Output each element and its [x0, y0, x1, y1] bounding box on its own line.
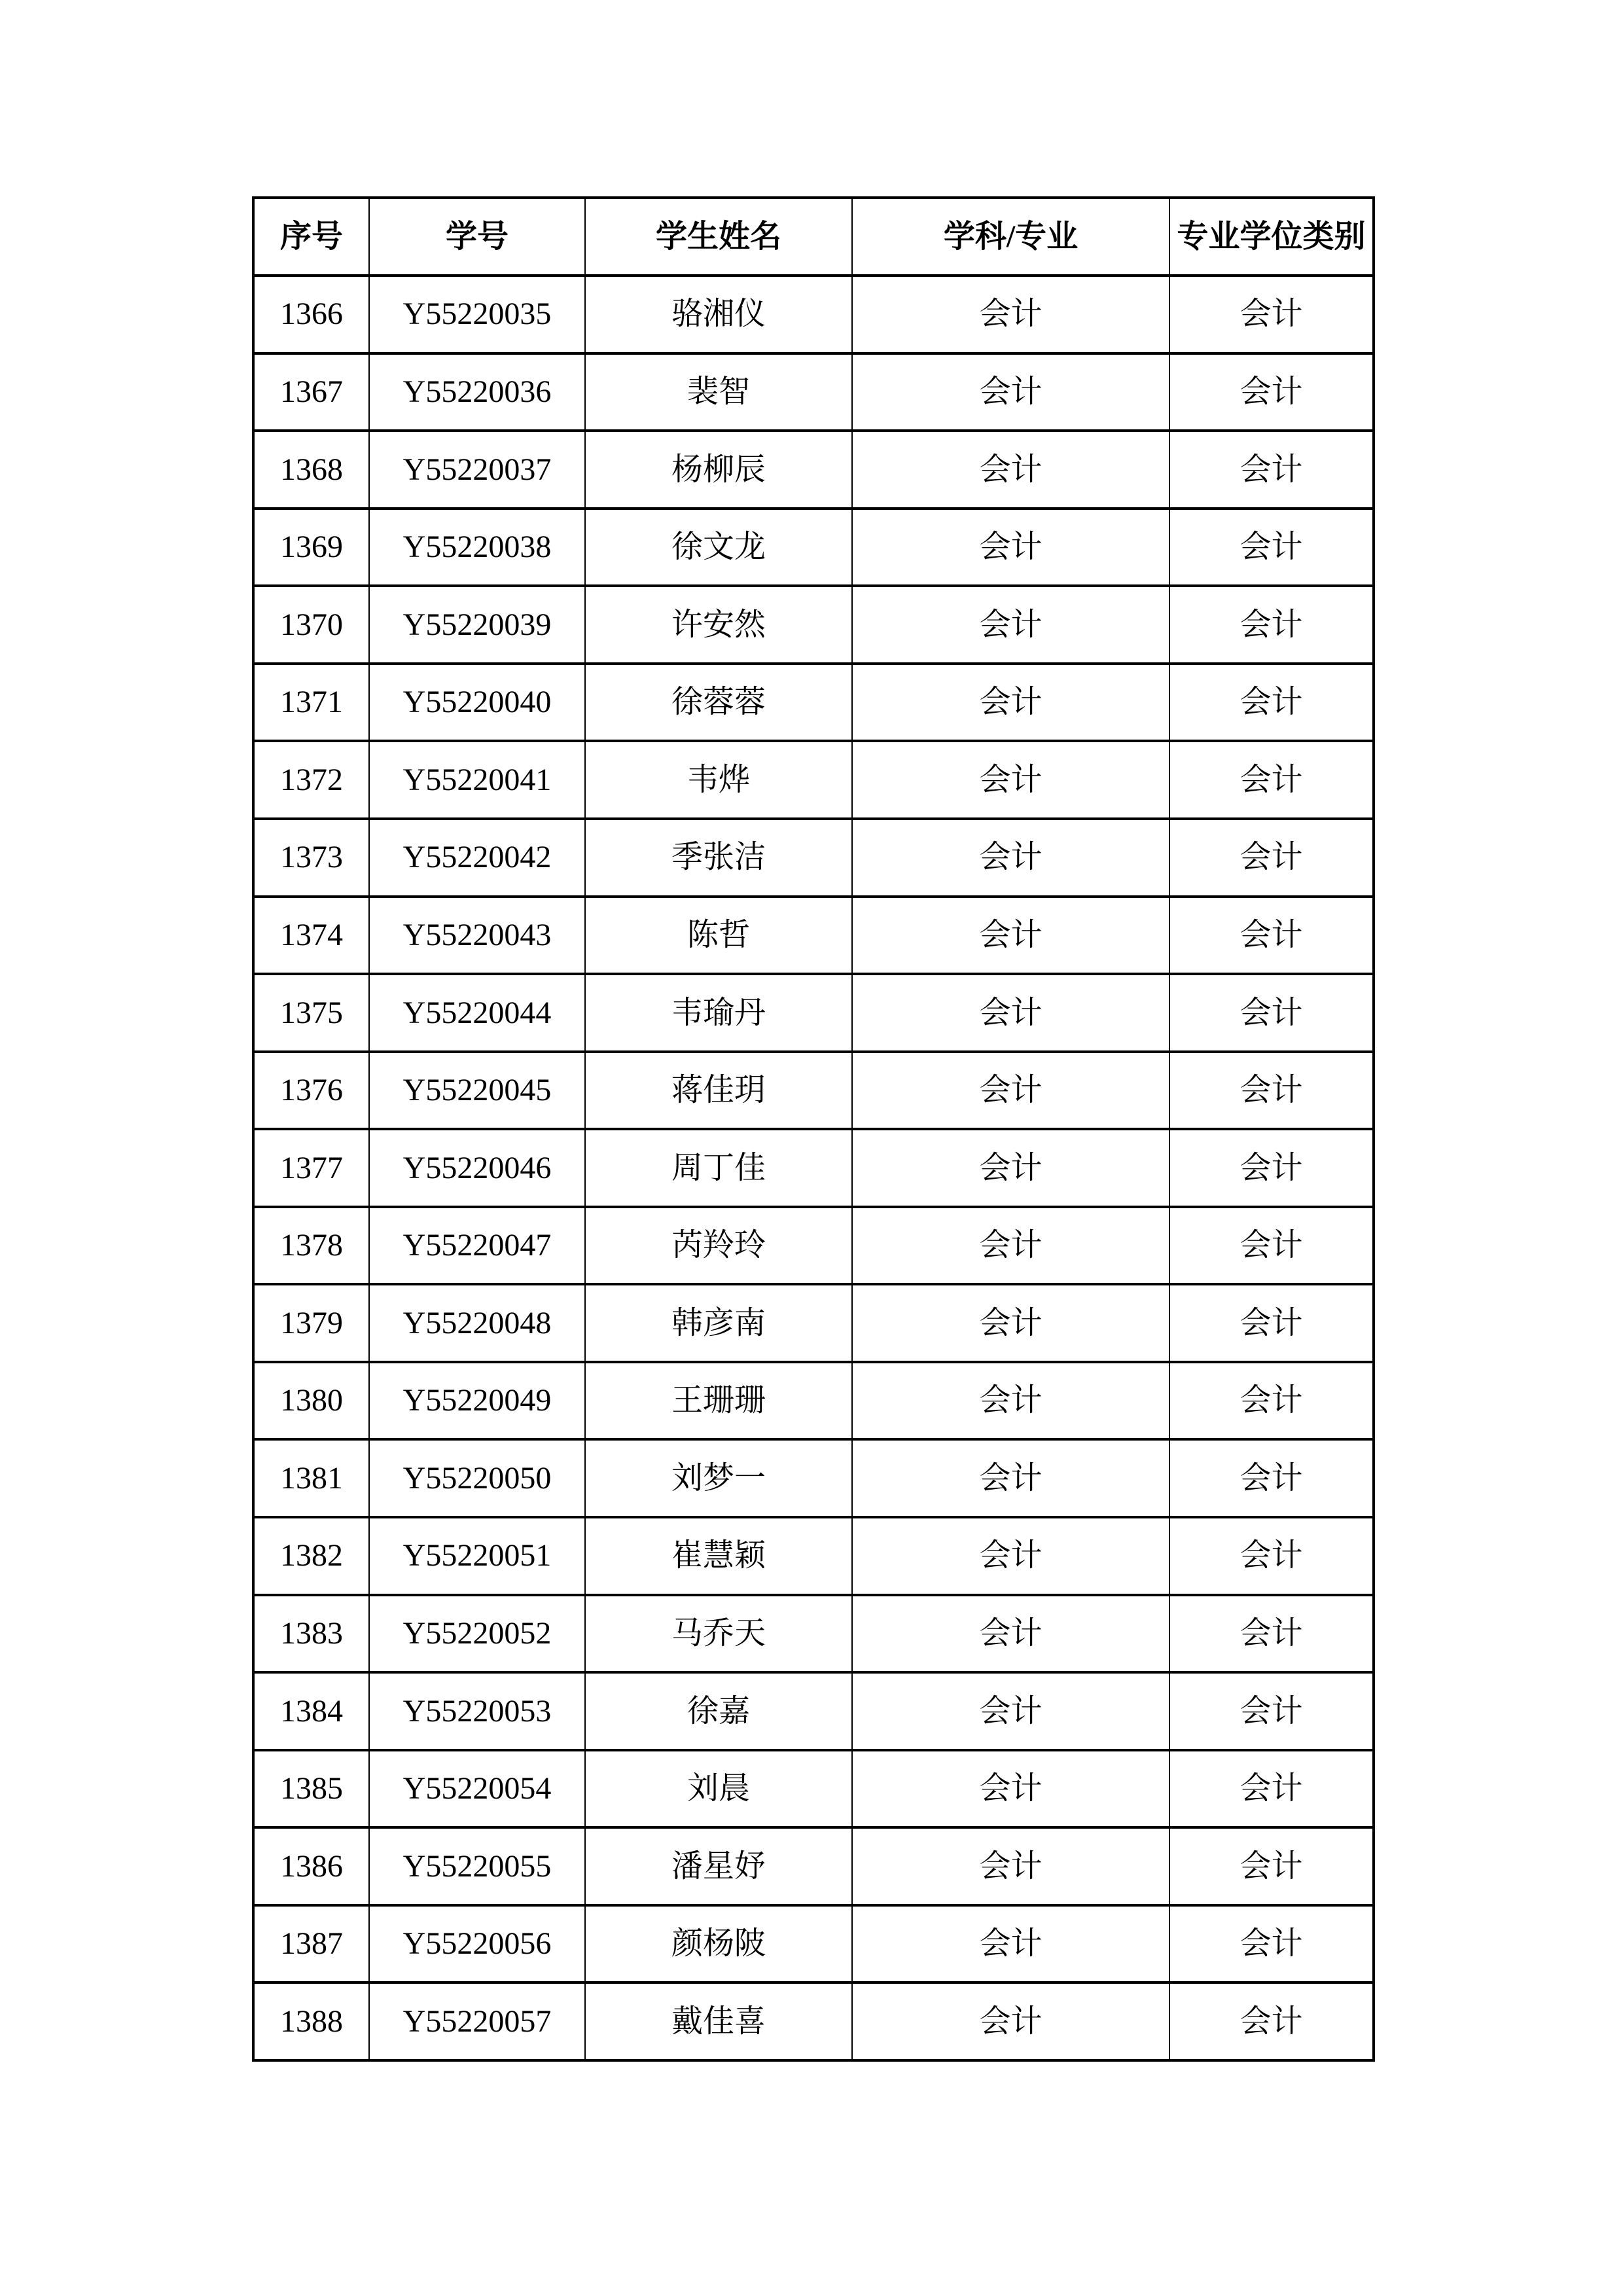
cell-major: 会计 — [852, 1595, 1169, 1673]
cell-student-name: 陈哲 — [585, 897, 852, 975]
cell-major: 会计 — [852, 819, 1169, 897]
table-row — [253, 1362, 1374, 1440]
cell-student-name: 颜杨陂 — [585, 1905, 852, 1983]
cell-student-id: Y55220040 — [369, 664, 585, 742]
cell-student-name: 刘梦一 — [585, 1439, 852, 1517]
cell-serial-number: 1388 — [253, 1982, 369, 2060]
cell-degree-category: 会计 — [1169, 1052, 1374, 1130]
cell-student-name: 潘星妤 — [585, 1827, 852, 1905]
cell-serial-number: 1376 — [253, 1052, 369, 1130]
cell-student-name: 蒋佳玥 — [585, 1052, 852, 1130]
cell-major: 会计 — [852, 431, 1169, 509]
table-header — [253, 198, 1374, 276]
cell-serial-number: 1384 — [253, 1672, 369, 1750]
cell-major: 会计 — [852, 1207, 1169, 1285]
cell-student-id: Y55220049 — [369, 1362, 585, 1440]
table-row — [253, 276, 1374, 353]
cell-degree-category: 会计 — [1169, 897, 1374, 975]
cell-degree-category: 会计 — [1169, 509, 1374, 586]
table-row — [253, 353, 1374, 431]
cell-student-id: Y55220053 — [369, 1672, 585, 1750]
table-row — [253, 431, 1374, 509]
cell-student-id: Y55220038 — [369, 509, 585, 586]
cell-student-id: Y55220057 — [369, 1982, 585, 2060]
cell-student-name: 王珊珊 — [585, 1362, 852, 1440]
cell-student-name: 徐蓉蓉 — [585, 664, 852, 742]
table-row — [253, 1439, 1374, 1517]
table-row — [253, 1284, 1374, 1362]
cell-major: 会计 — [852, 276, 1169, 353]
cell-student-name: 芮羚玲 — [585, 1207, 852, 1285]
cell-major: 会计 — [852, 586, 1169, 664]
cell-major: 会计 — [852, 1362, 1169, 1440]
cell-degree-category: 会计 — [1169, 1439, 1374, 1517]
cell-degree-category: 会计 — [1169, 1982, 1374, 2060]
cell-major: 会计 — [852, 1750, 1169, 1828]
table-row — [253, 586, 1374, 664]
table-row — [253, 1827, 1374, 1905]
cell-degree-category: 会计 — [1169, 586, 1374, 664]
cell-student-id: Y55220046 — [369, 1129, 585, 1207]
cell-degree-category: 会计 — [1169, 1129, 1374, 1207]
cell-serial-number: 1367 — [253, 353, 369, 431]
cell-student-name: 徐嘉 — [585, 1672, 852, 1750]
cell-serial-number: 1387 — [253, 1905, 369, 1983]
cell-serial-number: 1374 — [253, 897, 369, 975]
cell-degree-category: 会计 — [1169, 1284, 1374, 1362]
cell-serial-number: 1370 — [253, 586, 369, 664]
cell-serial-number: 1371 — [253, 664, 369, 742]
cell-major: 会计 — [852, 1284, 1169, 1362]
cell-student-name: 马乔天 — [585, 1595, 852, 1673]
cell-major: 会计 — [852, 1052, 1169, 1130]
cell-degree-category: 会计 — [1169, 1827, 1374, 1905]
cell-student-id: Y55220051 — [369, 1517, 585, 1595]
cell-student-name: 徐文龙 — [585, 509, 852, 586]
cell-degree-category: 会计 — [1169, 276, 1374, 353]
col-header-major: 学科/专业 — [852, 198, 1169, 276]
table-row — [253, 974, 1374, 1052]
cell-serial-number: 1373 — [253, 819, 369, 897]
cell-student-id: Y55220044 — [369, 974, 585, 1052]
cell-student-name: 崔慧颖 — [585, 1517, 852, 1595]
cell-degree-category: 会计 — [1169, 1905, 1374, 1983]
cell-student-id: Y55220050 — [369, 1439, 585, 1517]
cell-student-name: 周丁佳 — [585, 1129, 852, 1207]
cell-degree-category: 会计 — [1169, 1672, 1374, 1750]
cell-serial-number: 1377 — [253, 1129, 369, 1207]
cell-student-id: Y55220035 — [369, 276, 585, 353]
cell-serial-number: 1380 — [253, 1362, 369, 1440]
cell-serial-number: 1369 — [253, 509, 369, 586]
cell-serial-number: 1378 — [253, 1207, 369, 1285]
col-header-degree-category: 专业学位类别 — [1169, 198, 1374, 276]
cell-student-name: 韩彦南 — [585, 1284, 852, 1362]
table-row — [253, 1982, 1374, 2060]
cell-student-name: 杨柳辰 — [585, 431, 852, 509]
cell-student-id: Y55220041 — [369, 741, 585, 819]
cell-degree-category: 会计 — [1169, 431, 1374, 509]
cell-serial-number: 1372 — [253, 741, 369, 819]
cell-major: 会计 — [852, 1905, 1169, 1983]
table-row — [253, 1595, 1374, 1673]
cell-student-name: 骆湘仪 — [585, 276, 852, 353]
cell-serial-number: 1383 — [253, 1595, 369, 1673]
cell-student-name: 许安然 — [585, 586, 852, 664]
col-header-serial-number: 序号 — [253, 198, 369, 276]
cell-serial-number: 1381 — [253, 1439, 369, 1517]
cell-student-id: Y55220056 — [369, 1905, 585, 1983]
cell-student-name: 戴佳喜 — [585, 1982, 852, 2060]
cell-student-name: 刘晨 — [585, 1750, 852, 1828]
cell-serial-number: 1382 — [253, 1517, 369, 1595]
cell-student-name: 裴智 — [585, 353, 852, 431]
cell-major: 会计 — [852, 353, 1169, 431]
cell-degree-category: 会计 — [1169, 974, 1374, 1052]
cell-degree-category: 会计 — [1169, 1595, 1374, 1673]
col-header-student-id: 学号 — [369, 198, 585, 276]
cell-student-name: 韦瑜丹 — [585, 974, 852, 1052]
cell-student-id: Y55220036 — [369, 353, 585, 431]
cell-student-id: Y55220045 — [369, 1052, 585, 1130]
cell-student-name: 季张洁 — [585, 819, 852, 897]
table-row — [253, 1672, 1374, 1750]
cell-serial-number: 1366 — [253, 276, 369, 353]
table-row — [253, 897, 1374, 975]
cell-degree-category: 会计 — [1169, 1750, 1374, 1828]
col-header-student-name: 学生姓名 — [585, 198, 852, 276]
table-body — [253, 276, 1374, 2060]
table-row — [253, 1129, 1374, 1207]
cell-student-name: 韦烨 — [585, 741, 852, 819]
student-roster-table — [252, 196, 1375, 2062]
table-row — [253, 1750, 1374, 1828]
table-row — [253, 509, 1374, 586]
header-row — [253, 198, 1374, 276]
cell-serial-number: 1368 — [253, 431, 369, 509]
cell-student-id: Y55220037 — [369, 431, 585, 509]
table-row — [253, 741, 1374, 819]
cell-major: 会计 — [852, 1982, 1169, 2060]
cell-degree-category: 会计 — [1169, 1207, 1374, 1285]
cell-degree-category: 会计 — [1169, 353, 1374, 431]
table-row — [253, 819, 1374, 897]
table-row — [253, 1207, 1374, 1285]
cell-student-id: Y55220055 — [369, 1827, 585, 1905]
cell-degree-category: 会计 — [1169, 1517, 1374, 1595]
cell-student-id: Y55220047 — [369, 1207, 585, 1285]
cell-student-id: Y55220054 — [369, 1750, 585, 1828]
cell-major: 会计 — [852, 509, 1169, 586]
cell-major: 会计 — [852, 1672, 1169, 1750]
cell-major: 会计 — [852, 974, 1169, 1052]
cell-degree-category: 会计 — [1169, 819, 1374, 897]
cell-degree-category: 会计 — [1169, 741, 1374, 819]
cell-student-id: Y55220042 — [369, 819, 585, 897]
cell-student-id: Y55220043 — [369, 897, 585, 975]
cell-serial-number: 1375 — [253, 974, 369, 1052]
cell-student-id: Y55220039 — [369, 586, 585, 664]
table-row — [253, 1052, 1374, 1130]
cell-student-id: Y55220048 — [369, 1284, 585, 1362]
cell-serial-number: 1379 — [253, 1284, 369, 1362]
cell-student-id: Y55220052 — [369, 1595, 585, 1673]
cell-major: 会计 — [852, 897, 1169, 975]
cell-serial-number: 1385 — [253, 1750, 369, 1828]
table-row — [253, 664, 1374, 742]
cell-degree-category: 会计 — [1169, 1362, 1374, 1440]
cell-major: 会计 — [852, 1129, 1169, 1207]
cell-major: 会计 — [852, 1517, 1169, 1595]
cell-degree-category: 会计 — [1169, 664, 1374, 742]
cell-major: 会计 — [852, 1827, 1169, 1905]
cell-serial-number: 1386 — [253, 1827, 369, 1905]
table-row — [253, 1517, 1374, 1595]
cell-major: 会计 — [852, 1439, 1169, 1517]
table-row — [253, 1905, 1374, 1983]
cell-major: 会计 — [852, 664, 1169, 742]
cell-major: 会计 — [852, 741, 1169, 819]
